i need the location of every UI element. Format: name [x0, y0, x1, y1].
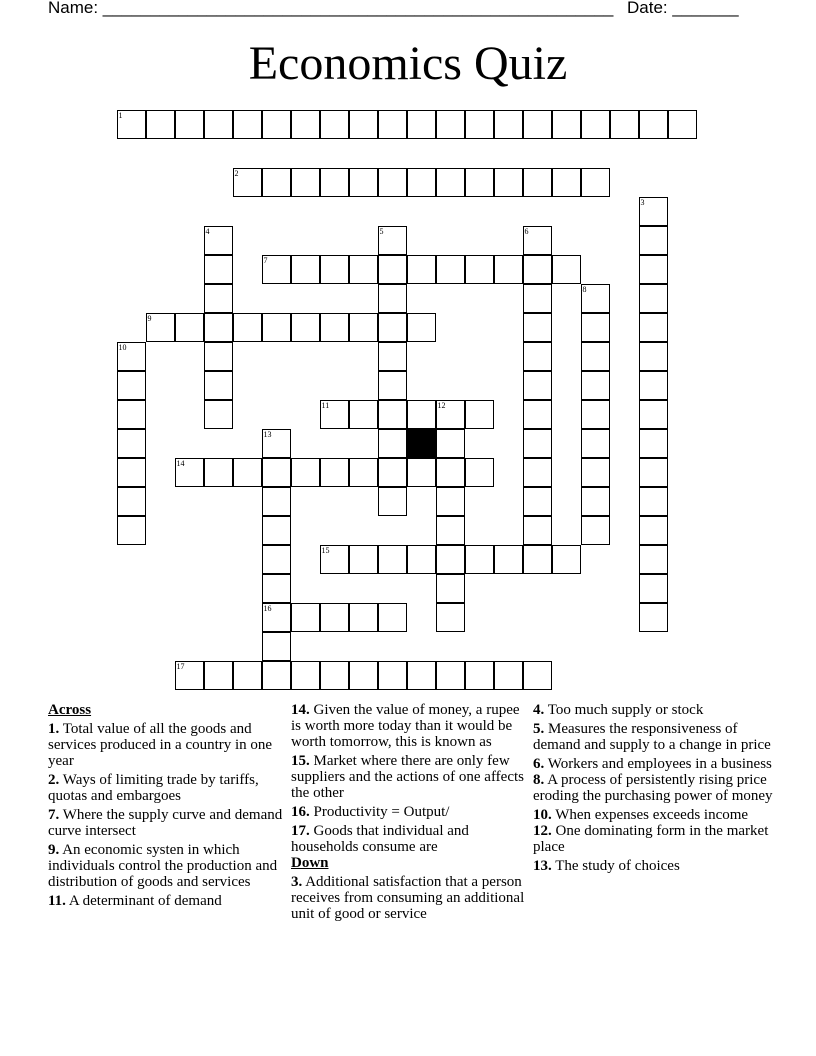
grid-cell[interactable] — [204, 313, 233, 342]
grid-cell[interactable] — [581, 516, 610, 545]
grid-cell[interactable] — [639, 458, 668, 487]
grid-cell[interactable] — [523, 400, 552, 429]
clue-down-12 — [533, 823, 773, 855]
clue-text: A process of persistently rising price eroding the purchasing power of money — [533, 772, 773, 804]
cell-number: 1 — [118, 110, 123, 120]
grid-cell[interactable] — [523, 168, 552, 197]
grid-cell[interactable] — [523, 661, 552, 690]
grid-cell[interactable] — [175, 313, 204, 342]
clue-number: 2. — [48, 772, 60, 788]
grid-cell[interactable] — [639, 371, 668, 400]
black-square — [407, 429, 436, 458]
grid-cell[interactable] — [639, 110, 668, 139]
cell-number: 2 — [234, 168, 239, 178]
grid-cell[interactable] — [639, 487, 668, 516]
grid-cell[interactable] — [233, 661, 262, 690]
grid-cell[interactable] — [262, 603, 291, 632]
grid-cell[interactable] — [349, 255, 378, 284]
grid-cell[interactable] — [291, 661, 320, 690]
grid-cell[interactable] — [320, 661, 349, 690]
grid-cell[interactable] — [262, 458, 291, 487]
grid-cell[interactable] — [523, 545, 552, 574]
grid-cell[interactable] — [523, 458, 552, 487]
grid-cell[interactable] — [233, 313, 262, 342]
grid-cell[interactable] — [610, 110, 639, 139]
cell-number: 15 — [321, 545, 330, 555]
name-field[interactable]: Name: ______________________________________________________ — [48, 0, 614, 17]
clues-column-3 — [533, 702, 773, 877]
clue-across-17 — [291, 823, 531, 855]
grid-cell[interactable] — [262, 110, 291, 139]
clue-across-11 — [48, 893, 288, 909]
grid-cell[interactable] — [639, 197, 668, 226]
grid-cell[interactable] — [465, 110, 494, 139]
grid-cell[interactable] — [204, 661, 233, 690]
grid-cell[interactable] — [204, 284, 233, 313]
grid-cell[interactable] — [378, 313, 407, 342]
grid-cell[interactable] — [436, 516, 465, 545]
grid-cell[interactable] — [175, 661, 204, 690]
grid-cell[interactable] — [378, 342, 407, 371]
grid-cell[interactable] — [262, 487, 291, 516]
grid-cell[interactable] — [291, 255, 320, 284]
grid-cell[interactable] — [117, 342, 146, 371]
grid-cell[interactable] — [320, 458, 349, 487]
grid-cell[interactable] — [552, 168, 581, 197]
clue-down-8 — [533, 772, 773, 804]
grid-cell[interactable] — [407, 545, 436, 574]
grid-cell[interactable] — [436, 545, 465, 574]
grid-cell[interactable] — [494, 545, 523, 574]
cell-number: 9 — [147, 313, 152, 323]
clue-number: 16. — [291, 804, 310, 820]
grid-cell[interactable] — [639, 284, 668, 313]
grid-cell[interactable] — [552, 255, 581, 284]
date-field[interactable]: Date: _______ — [627, 0, 739, 17]
grid-cell[interactable] — [523, 371, 552, 400]
clue-number: 12. — [533, 823, 552, 839]
grid-cell[interactable] — [407, 168, 436, 197]
grid-cell[interactable] — [639, 603, 668, 632]
grid-cell[interactable] — [523, 313, 552, 342]
grid-cell[interactable] — [320, 255, 349, 284]
grid-cell[interactable] — [407, 313, 436, 342]
grid-cell[interactable] — [523, 255, 552, 284]
grid-cell[interactable] — [349, 603, 378, 632]
grid-cell[interactable] — [465, 458, 494, 487]
clue-down-4 — [533, 702, 773, 718]
grid-cell[interactable] — [639, 342, 668, 371]
grid-cell[interactable] — [320, 313, 349, 342]
grid-cell[interactable] — [378, 400, 407, 429]
grid-cell[interactable] — [262, 516, 291, 545]
clue-across-2 — [48, 772, 288, 804]
grid-cell[interactable] — [378, 284, 407, 313]
cell-number: 14 — [176, 458, 185, 468]
grid-cell[interactable] — [262, 661, 291, 690]
grid-cell[interactable] — [349, 110, 378, 139]
cell-number: 6 — [524, 226, 529, 236]
clues-column-1 — [48, 702, 288, 912]
grid-cell[interactable] — [262, 632, 291, 661]
grid-cell[interactable] — [291, 458, 320, 487]
clue-text: When expenses exceeds income — [555, 807, 749, 823]
clue-across-1 — [48, 721, 288, 769]
cell-number: 7 — [263, 255, 268, 265]
clue-number: 17. — [291, 823, 310, 839]
grid-cell[interactable] — [204, 226, 233, 255]
grid-cell[interactable] — [552, 545, 581, 574]
grid-cell[interactable] — [262, 168, 291, 197]
grid-cell[interactable] — [581, 429, 610, 458]
clue-text: A determinant of demand — [68, 893, 222, 909]
clue-number: 13. — [533, 858, 552, 874]
grid-cell[interactable] — [378, 255, 407, 284]
grid-cell[interactable] — [581, 342, 610, 371]
clue-text: Too much supply or stock — [547, 702, 704, 718]
grid-cell[interactable] — [262, 574, 291, 603]
clue-text: Given the value of money, a rupee is worth more today than it would be worth tomorrow, this is known as — [291, 702, 520, 750]
cell-number: 5 — [379, 226, 384, 236]
grid-cell[interactable] — [320, 545, 349, 574]
grid-cell[interactable] — [639, 545, 668, 574]
down-heading: Down — [291, 855, 329, 871]
clue-text: Workers and employees in a business — [547, 756, 772, 772]
grid-cell[interactable] — [581, 110, 610, 139]
clue-number: 3. — [291, 874, 303, 890]
grid-cell[interactable] — [407, 400, 436, 429]
clue-down-13 — [533, 858, 773, 874]
grid-cell[interactable] — [117, 429, 146, 458]
grid-cell[interactable] — [436, 255, 465, 284]
grid-cell[interactable] — [320, 400, 349, 429]
grid-cell[interactable] — [233, 110, 262, 139]
cell-number: 8 — [582, 284, 587, 294]
grid-cell[interactable] — [494, 168, 523, 197]
grid-cell[interactable] — [291, 603, 320, 632]
grid-cell[interactable] — [117, 371, 146, 400]
grid-cell[interactable] — [523, 342, 552, 371]
grid-cell[interactable] — [378, 487, 407, 516]
clue-number: 14. — [291, 702, 310, 718]
grid-cell[interactable] — [436, 400, 465, 429]
grid-cell[interactable] — [494, 661, 523, 690]
clue-number: 5. — [533, 721, 545, 737]
grid-cell[interactable] — [349, 168, 378, 197]
clue-number: 7. — [48, 807, 60, 823]
clue-across-16 — [291, 804, 531, 820]
grid-cell[interactable] — [378, 545, 407, 574]
grid-cell[interactable] — [291, 110, 320, 139]
clue-across-7 — [48, 807, 288, 839]
grid-cell[interactable] — [204, 342, 233, 371]
grid-cell[interactable] — [349, 400, 378, 429]
page-title: Economics Quiz — [248, 37, 568, 90]
grid-cell[interactable] — [639, 400, 668, 429]
grid-cell[interactable] — [291, 313, 320, 342]
grid-cell[interactable] — [465, 255, 494, 284]
grid-cell[interactable] — [378, 458, 407, 487]
grid-cell[interactable] — [349, 458, 378, 487]
grid-cell[interactable] — [581, 487, 610, 516]
clue-text: Additional satisfaction that a person receives from consuming an additional unit of good or service — [291, 874, 525, 922]
grid-cell[interactable] — [378, 371, 407, 400]
grid-cell[interactable] — [378, 661, 407, 690]
grid-cell[interactable] — [639, 516, 668, 545]
grid-cell[interactable] — [581, 371, 610, 400]
grid-cell[interactable] — [320, 168, 349, 197]
grid-cell[interactable] — [407, 458, 436, 487]
grid-cell[interactable] — [204, 458, 233, 487]
grid-cell[interactable] — [204, 400, 233, 429]
grid-cell[interactable] — [407, 661, 436, 690]
grid-cell[interactable] — [378, 226, 407, 255]
grid-cell[interactable] — [581, 313, 610, 342]
clue-text: Goods that individual and households consume are — [291, 823, 469, 855]
cell-number: 12 — [437, 400, 446, 410]
grid-cell[interactable] — [175, 458, 204, 487]
clue-text: Measures the responsiveness of demand and supply to a change in price — [533, 721, 771, 753]
clue-across-15 — [291, 753, 531, 801]
grid-cell[interactable] — [581, 284, 610, 313]
grid-cell[interactable] — [204, 110, 233, 139]
clue-number: 4. — [533, 702, 545, 718]
clue-down-10 — [533, 807, 773, 823]
clue-number: 15. — [291, 753, 310, 769]
grid-cell[interactable] — [436, 661, 465, 690]
grid-cell[interactable] — [494, 255, 523, 284]
grid-cell[interactable] — [349, 661, 378, 690]
cell-number: 3 — [640, 197, 645, 207]
grid-cell[interactable] — [523, 516, 552, 545]
clue-text: Market where there are only few suppliers and the actions of one affects the other — [291, 753, 524, 801]
cell-number: 13 — [263, 429, 272, 439]
grid-cell[interactable] — [668, 110, 697, 139]
grid-cell[interactable] — [320, 110, 349, 139]
clue-text: Where the supply curve and demand curve intersect — [48, 807, 283, 839]
clue-across-14 — [291, 702, 531, 750]
across-heading: Across — [48, 702, 92, 718]
grid-cell[interactable] — [320, 603, 349, 632]
grid-cell[interactable] — [465, 545, 494, 574]
grid-cell[interactable] — [581, 400, 610, 429]
cell-number: 17 — [176, 661, 185, 671]
grid-cell[interactable] — [639, 429, 668, 458]
clue-number: 1. — [48, 721, 60, 737]
clue-text: Total value of all the goods and services produced in a country in one year — [48, 721, 273, 769]
grid-cell[interactable] — [146, 313, 175, 342]
grid-cell[interactable] — [378, 603, 407, 632]
cell-number: 11 — [321, 400, 330, 410]
clue-down-5 — [533, 721, 773, 753]
clue-number: 11. — [48, 893, 66, 909]
grid-cell[interactable] — [204, 255, 233, 284]
grid-cell[interactable] — [639, 226, 668, 255]
clue-text: Productivity = Output/ — [313, 804, 450, 820]
clue-number: 6. — [533, 756, 545, 772]
grid-cell[interactable] — [262, 545, 291, 574]
grid-cell[interactable] — [523, 110, 552, 139]
grid-cell[interactable] — [349, 313, 378, 342]
grid-cell[interactable] — [639, 574, 668, 603]
grid-cell[interactable] — [465, 400, 494, 429]
grid-cell[interactable] — [378, 168, 407, 197]
cell-number: 16 — [263, 603, 272, 613]
grid-cell[interactable] — [639, 255, 668, 284]
clue-down-3 — [291, 874, 531, 922]
grid-cell[interactable] — [378, 429, 407, 458]
grid-cell[interactable] — [378, 110, 407, 139]
grid-cell[interactable] — [436, 110, 465, 139]
clue-text: One dominating form in the market place — [533, 823, 769, 855]
grid-cell[interactable] — [436, 458, 465, 487]
grid-cell[interactable] — [465, 168, 494, 197]
grid-cell[interactable] — [117, 110, 146, 139]
grid-cell[interactable] — [262, 429, 291, 458]
clue-across-9 — [48, 842, 288, 890]
clues-column-2 — [291, 702, 531, 925]
grid-cell[interactable] — [523, 284, 552, 313]
grid-cell[interactable] — [117, 487, 146, 516]
clue-text: An economic systen in which individuals control the production and distribution of goods and services — [48, 842, 278, 890]
grid-cell[interactable] — [349, 545, 378, 574]
grid-cell[interactable] — [523, 487, 552, 516]
grid-cell[interactable] — [407, 255, 436, 284]
cell-number: 10 — [118, 342, 127, 352]
grid-cell[interactable] — [233, 168, 262, 197]
grid-cell[interactable] — [436, 429, 465, 458]
grid-cell[interactable] — [175, 110, 204, 139]
grid-cell[interactable] — [552, 110, 581, 139]
clue-number: 8. — [533, 772, 545, 788]
clue-text: Ways of limiting trade by tariffs, quotas and embargoes — [48, 772, 259, 804]
clue-text: The study of choices — [555, 858, 680, 874]
clue-down-6 — [533, 756, 773, 772]
grid-cell[interactable] — [581, 168, 610, 197]
grid-cell[interactable] — [639, 313, 668, 342]
grid-cell[interactable] — [117, 458, 146, 487]
grid-cell[interactable] — [436, 574, 465, 603]
grid-cell[interactable] — [233, 458, 262, 487]
grid-cell[interactable] — [262, 313, 291, 342]
grid-cell[interactable] — [436, 487, 465, 516]
grid-cell[interactable] — [436, 603, 465, 632]
grid-cell[interactable] — [117, 516, 146, 545]
grid-cell[interactable] — [465, 661, 494, 690]
grid-cell[interactable] — [262, 255, 291, 284]
grid-cell[interactable] — [523, 226, 552, 255]
grid-cell[interactable] — [523, 429, 552, 458]
grid-cell[interactable] — [291, 168, 320, 197]
clue-number: 10. — [533, 807, 552, 823]
grid-cell[interactable] — [436, 168, 465, 197]
grid-cell[interactable] — [146, 110, 175, 139]
cell-number: 4 — [205, 226, 210, 236]
grid-cell[interactable] — [407, 110, 436, 139]
clue-number: 9. — [48, 842, 60, 858]
grid-cell[interactable] — [117, 400, 146, 429]
grid-cell[interactable] — [204, 371, 233, 400]
grid-cell[interactable] — [581, 458, 610, 487]
grid-cell[interactable] — [494, 110, 523, 139]
